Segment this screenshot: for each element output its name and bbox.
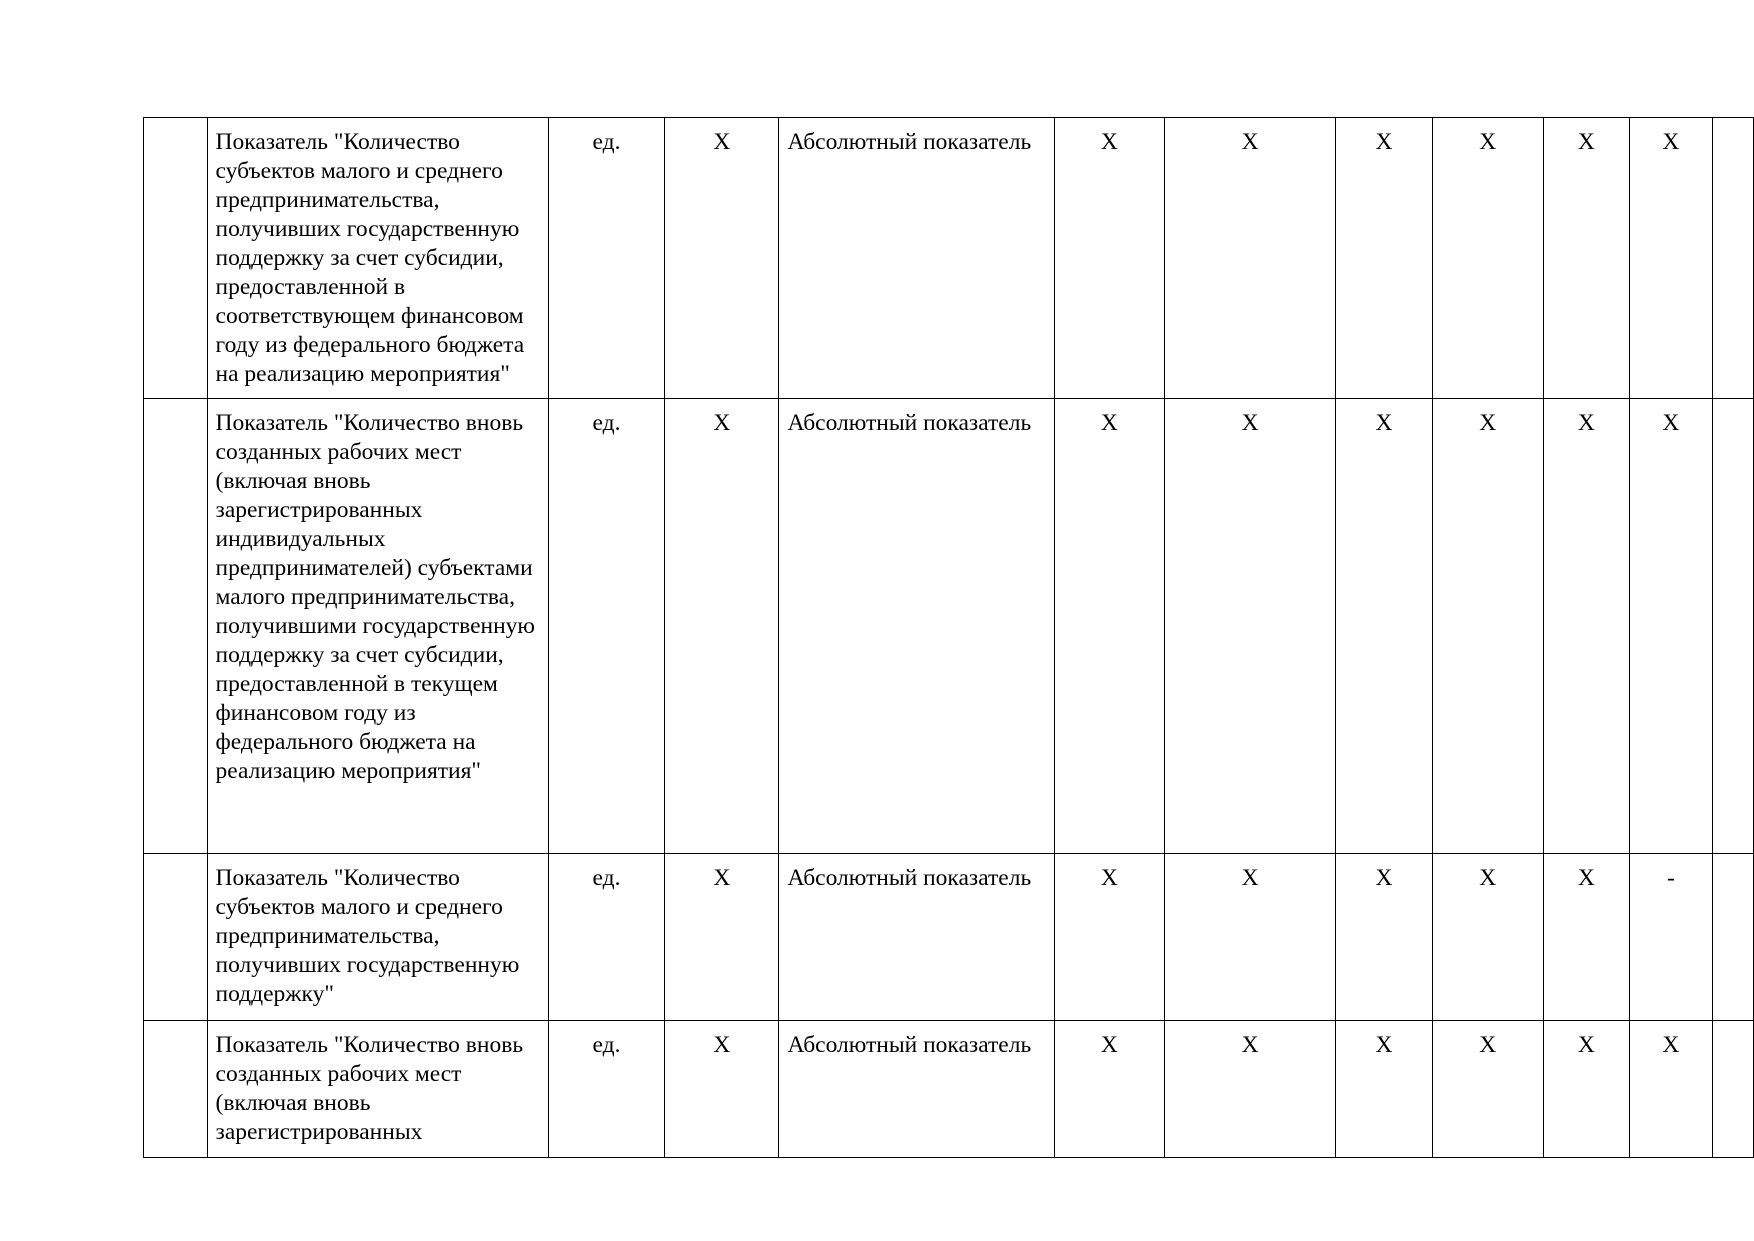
value-cell: [1054, 399, 1164, 854]
value: X: [1241, 865, 1259, 891]
value: X: [1577, 129, 1595, 155]
value: X: [1241, 1032, 1259, 1058]
column-3-value: X: [713, 410, 731, 436]
value: X: [1479, 410, 1497, 436]
indicator-name: Показатель "Количество субъектов малого и среднего предпринимательства, получивших государственную поддержку за счет субсидии, предоставленной в соответствующем финансовом году из федерального бюджета на реализацию мероприятия": [215, 129, 525, 387]
value: X: [1577, 410, 1595, 436]
value-cell: [1164, 854, 1335, 1021]
value: X: [1375, 865, 1393, 891]
cut-off-cell: [1712, 399, 1753, 854]
unit-cell: [548, 1021, 664, 1158]
table-row: [144, 118, 1754, 399]
value-cell: [1543, 399, 1629, 854]
value-cell: [1543, 1021, 1629, 1158]
cut-off-cell: [1712, 118, 1753, 399]
value: X: [1577, 865, 1595, 891]
column-3-value: X: [713, 129, 731, 155]
value-cell: [1629, 118, 1712, 399]
value: X: [1479, 865, 1497, 891]
value: X: [1662, 1032, 1680, 1058]
indicator-name: Показатель "Количество вновь созданных рабочих мест (включая вновь зарегистрированных индивидуальных предпринимателей) субъектами малого предпринимательства, получившими государственную поддержку за счет субсидии, предоставленной в текущем финансовом году из федерального бюджета на реализацию мероприятия": [215, 410, 535, 784]
value: -: [1666, 865, 1675, 891]
value: X: [1100, 865, 1118, 891]
value: X: [1479, 1032, 1497, 1058]
value-cell: [1336, 399, 1433, 854]
value: X: [1100, 129, 1118, 155]
value-cell: [1629, 854, 1712, 1021]
column-3-value: X: [713, 1032, 731, 1058]
value-cell: [1054, 118, 1164, 399]
value-cell: [1336, 118, 1433, 399]
indicators-table: [143, 117, 1754, 1158]
column-3-cell: [665, 118, 779, 399]
value-cell: [1054, 854, 1164, 1021]
value: X: [1375, 410, 1393, 436]
indicator-type-cell: [779, 118, 1054, 399]
unit-value: ед.: [592, 1032, 621, 1058]
value: X: [1479, 129, 1497, 155]
value: X: [1577, 1032, 1595, 1058]
unit-value: ед.: [592, 865, 621, 891]
value-cell: [1336, 1021, 1433, 1158]
cut-off-cell: [1712, 1021, 1753, 1158]
column-3-cell: [665, 1021, 779, 1158]
column-3-value: X: [713, 865, 731, 891]
value: X: [1375, 1032, 1393, 1058]
value-cell: [1054, 1021, 1164, 1158]
value-cell: [1543, 118, 1629, 399]
indicator-type-cell: [779, 1021, 1054, 1158]
indicator-type: Абсолютный показатель: [787, 1032, 1032, 1058]
indicator-name-cell: [207, 399, 548, 854]
value: X: [1100, 410, 1118, 436]
row-number-cell: [144, 399, 208, 854]
value-cell: [1432, 399, 1543, 854]
table-row: [144, 399, 1754, 854]
indicator-name-cell: [207, 854, 548, 1021]
unit-cell: [548, 854, 664, 1021]
unit-value: ед.: [592, 410, 621, 436]
value: X: [1100, 1032, 1118, 1058]
indicator-type-cell: [779, 399, 1054, 854]
indicator-name-cell: [207, 1021, 548, 1158]
value-cell: [1543, 854, 1629, 1021]
indicator-type: Абсолютный показатель: [787, 865, 1032, 891]
table-row: [144, 854, 1754, 1021]
value-cell: [1629, 399, 1712, 854]
value: X: [1662, 410, 1680, 436]
value-cell: [1336, 854, 1433, 1021]
value: X: [1662, 129, 1680, 155]
indicator-name: Показатель "Количество субъектов малого и среднего предпринимательства, получивших государственную поддержку": [215, 865, 520, 1007]
row-number-cell: [144, 854, 208, 1021]
value: X: [1375, 129, 1393, 155]
indicator-type: Абсолютный показатель: [787, 410, 1032, 436]
indicator-name: Показатель "Количество вновь созданных рабочих мест (включая вновь зарегистрированных: [215, 1032, 524, 1145]
unit-cell: [548, 118, 664, 399]
indicator-type: Абсолютный показатель: [787, 129, 1032, 155]
unit-cell: [548, 399, 664, 854]
column-3-cell: [665, 399, 779, 854]
value-cell: [1164, 399, 1335, 854]
indicator-type-cell: [779, 854, 1054, 1021]
value-cell: [1432, 1021, 1543, 1158]
unit-value: ед.: [592, 129, 621, 155]
value: X: [1241, 410, 1259, 436]
indicator-name-cell: [207, 118, 548, 399]
column-3-cell: [665, 854, 779, 1021]
row-number-cell: [144, 118, 208, 399]
row-number-cell: [144, 1021, 208, 1158]
value-cell: [1164, 118, 1335, 399]
value: X: [1241, 129, 1259, 155]
cut-off-cell: [1712, 854, 1753, 1021]
value-cell: [1432, 854, 1543, 1021]
table-row: [144, 1021, 1754, 1158]
value-cell: [1432, 118, 1543, 399]
value-cell: [1629, 1021, 1712, 1158]
value-cell: [1164, 1021, 1335, 1158]
